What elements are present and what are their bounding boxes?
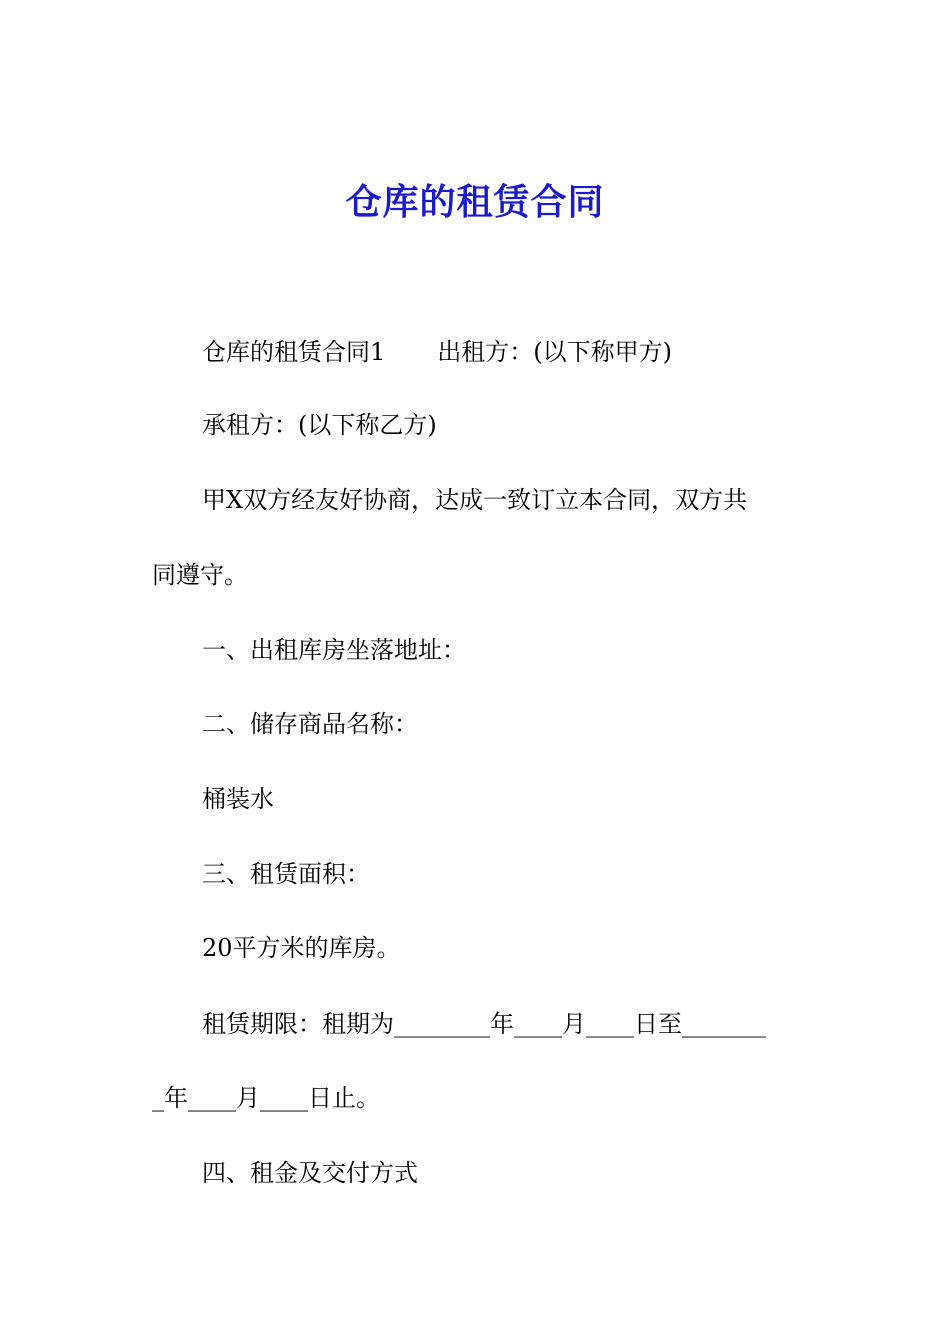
section-4-heading: 四、租金及交付方式 <box>202 1159 418 1187</box>
agreement-text-line-2: 同遵守。 <box>152 561 248 589</box>
section-1-heading: 一、出租库房坐落地址： <box>202 636 466 664</box>
lessee-label: 承租方：(以下称乙方) <box>202 411 437 439</box>
agreement-text-line-1: 甲X双方经友好协商，达成一致订立本合同，双方共 <box>202 486 748 514</box>
document-title: 仓库的租赁合同 <box>345 181 605 223</box>
lease-term-line-2: _年____月____日止。 <box>152 1084 380 1112</box>
heading-line <box>202 334 862 370</box>
goods-name: 桶装水 <box>202 785 274 813</box>
lease-term-line-1: 租赁期限：租期为________年____月____日至_______ <box>202 1010 766 1038</box>
lessor-label: 出租方：(以下称甲方) <box>437 338 673 366</box>
section-3-heading: 三、租赁面积： <box>202 860 370 888</box>
contract-number-label: 仓库的租赁合同1 <box>202 338 386 366</box>
area-value: 20平方米的库房。 <box>202 934 401 962</box>
section-2-heading: 二、储存商品名称： <box>202 710 418 738</box>
